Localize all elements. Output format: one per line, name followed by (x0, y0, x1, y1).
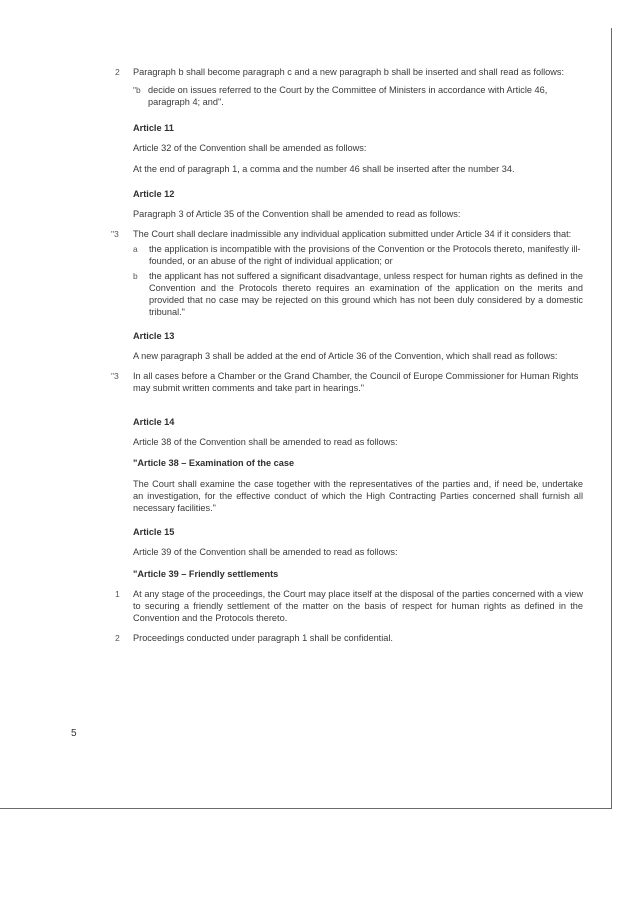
article-15-intro: Article 39 of the Convention shall be amended to read as follows: (133, 547, 398, 557)
article-38-heading: "Article 38 – Examination of the case (133, 458, 295, 468)
article-39-paragraph-2 (115, 632, 583, 644)
paragraph-number: "3 (111, 371, 119, 381)
article-15-heading: Article 15 (133, 527, 175, 537)
article-14-intro: Article 38 of the Convention shall be amended to read as follows: (133, 437, 398, 447)
article-12-intro: Paragraph 3 of Article 35 of the Convention shall be amended to read as follows: (133, 209, 461, 219)
article-13-heading: Article 13 (133, 331, 175, 341)
paragraph-text: Proceedings conducted under paragraph 1 shall be confidential. (133, 633, 393, 643)
item-text: decide on issues referred to the Court by the Committee of Ministers in accordance with Article 46, paragraph 4; and". (148, 85, 548, 107)
item-text: the application is incompatible with the provisions of the Convention or the Protocols thereto, manifestly ill-founded, or an abuse of the right of individual application; or (149, 244, 581, 266)
article-12-item-b (133, 270, 583, 318)
paragraph-number: 1 (115, 589, 120, 599)
article-12-item-a (133, 243, 583, 267)
right-margin-rule (611, 28, 612, 808)
article-11-text: At the end of paragraph 1, a comma and the number 46 shall be inserted after the number 34. (133, 164, 515, 174)
bottom-margin-rule (0, 808, 612, 809)
item-letter: "b (133, 85, 141, 95)
article-11-heading: Article 11 (133, 123, 174, 133)
paragraph-2 (115, 66, 583, 78)
article-13-intro: A new paragraph 3 shall be added at the end of Article 36 of the Convention, which shall read as follows: (133, 351, 558, 361)
article-12-heading: Article 12 (133, 189, 175, 199)
paragraph-number: 2 (115, 67, 120, 77)
paragraph-text: The Court shall declare inadmissible any individual application submitted under Article 34 if it considers that: (133, 229, 572, 239)
item-text: the applicant has not suffered a significant disadvantage, unless respect for human rights as defined in the Convention and the Protocols thereto requires an examination of the application on the merits and provided that no case may be rejected on this ground which has not been duly considered by a domestic tribunal." (149, 271, 583, 317)
paragraph-text: At any stage of the proceedings, the Court may place itself at the disposal of the parties concerned with a view to securing a friendly settlement of the matter on the basis of respect for human rights as defined in the Convention and the Protocols thereto. (133, 589, 583, 623)
item-letter: a (133, 244, 138, 254)
paragraph-number: 2 (115, 633, 120, 643)
article-13-paragraph-3 (111, 370, 583, 394)
paragraph-text: In all cases before a Chamber or the Grand Chamber, the Council of Europe Commissioner for Human Rights may submit written comments and take part in hearings." (133, 371, 579, 393)
page-number: 5 (71, 728, 77, 739)
paragraph-number: "3 (111, 229, 119, 239)
article-12-paragraph-3 (111, 228, 583, 240)
article-39-heading: "Article 39 – Friendly settlements (133, 569, 279, 579)
quoted-item-b (133, 84, 583, 108)
paragraph-text: Paragraph b shall become paragraph c and a new paragraph b shall be inserted and shall read as follows: (133, 67, 565, 77)
article-38-text: The Court shall examine the case together with the representatives of the parties and, if need be, undertake an investigation, for the effective conduct of which the High Contracting Parties concerned shall furnish all necessary facilities." (133, 479, 583, 513)
article-39-paragraph-1 (115, 588, 583, 624)
article-14-heading: Article 14 (133, 417, 175, 427)
item-letter: b (133, 271, 138, 281)
article-11-intro: Article 32 of the Convention shall be amended as follows: (133, 143, 367, 153)
page-content (111, 66, 583, 644)
